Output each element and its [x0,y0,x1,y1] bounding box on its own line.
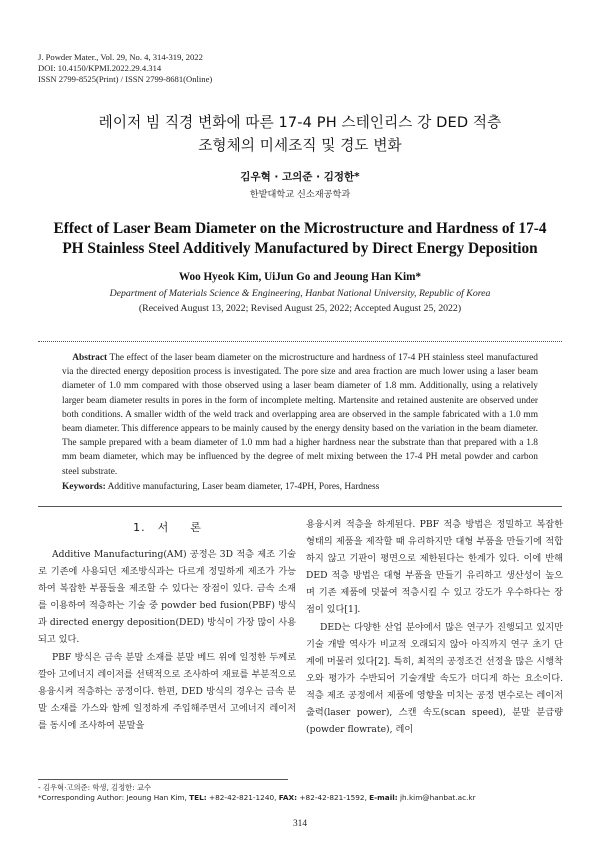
korean-authors: 김우혁 · 고의준 · 김정한* [240,171,360,183]
right-column [306,516,563,738]
keywords-label: Keywords: [62,482,106,492]
dotted-divider [38,341,562,342]
tel-label: TEL: [189,793,207,802]
section-number: 1. [133,521,146,534]
corresponding-author: *Corresponding Author: Jeoung Han Kim, [38,793,187,802]
section-title-part2: 론 [190,521,201,534]
footnote-corresponding [38,793,570,803]
korean-title-line2: 조형체의 미세조직 및 경도 변화 [198,137,402,154]
keywords [62,481,538,494]
english-affiliation: Department of Materials Science & Engineering, Hanbat National University, Republic of Korea [109,288,491,299]
email-address[interactable]: jh.kim@hanbat.ac.kr [399,793,476,802]
section-title-part1: 서 [157,521,169,534]
journal-meta [38,52,212,86]
abstract [62,351,538,479]
footnote-divider [38,779,288,780]
footnote-authors: - 김우혁·고의준: 학생, 김정한: 교수 [38,783,152,792]
journal-issn: ISSN 2799-8525(Print) / ISSN 2799-8681(Online) [38,74,213,85]
abstract-label: Abstract [72,353,108,363]
received-dates: (Received August 13, 2022; Revised August 25, 2022; Accepted August 25, 2022) [138,303,462,314]
korean-title-line1: 레이저 빔 직경 변화에 따른 17-4 PH 스테인리스 강 DED 적층 [98,114,502,131]
section-heading-introduction [38,520,296,536]
tel-number: +82-42-821-1240, [209,793,277,802]
journal-citation: J. Powder Mater., Vol. 29, No. 4, 314-319, 2022 [38,52,203,62]
paragraph: PBF 방식은 금속 분말 소재를 분말 베드 위에 일정한 두께로 깔아 고에너지 레이저를 선택적으로 조사하여 재료를 부분적으로 용융시켜 적층하는 공정이다. 한편, DED 방식의 경우는 금속 분말 소재를 가스와 함께 일정하게 주입해주면서 고에너지 레이저를 동시에 조사하여 분말을 [38,651,296,731]
abstract-text: The effect of the laser beam diameter on the microstructure and hardness of 17-4 PH stainless steel manufactured via the directed energy deposition process is investigated. The pore size and area fraction are much lower using a laser beam diameter of 1.0 mm compared with those observed using a laser beam diameter of 1.8 mm. Additionally, using a relatively larger beam diameter results in pores in the form of incomplete melting. Martensite and retained austenite are observed under both conditions. A smaller width of the weld track and overlapping area are observed in the sample fabricated with a 1.0 mm beam diameter. This difference appears to be mainly caused by the energy density based on the variation in the beam diameter. The sample prepared with a beam diameter of 1.0 mm had a higher hardness near the substrate than that prepared with a 1.8 mm beam diameter, which may be influenced by the degree of melt mixing between the 17-4 PH metal powder and carbon steel substrate. [62,353,538,477]
paragraph: DED는 다양한 산업 분야에서 많은 연구가 진행되고 있지만 기술 개발 역사가 비교적 오래되지 않아 아직까지 연구 초기 단계에 머물러 있다[2]. 특히, 최적의 공정조건 선정을 많은 시행착오와 평가가 수반되어 기술개발 속도가 더디게 하는 요소이다. 적층 제조 공정에서 제품에 영향을 미치는 공정 변수로는 레이저 출력(laser power), 스캔 속도(scan speed), 분말 분급량(powder flowrate), 레이 [306,621,563,736]
fax-number: +82-42-821-1592, [299,793,367,802]
left-column [38,516,296,734]
english-title [40,219,560,259]
paragraph: 용융시켜 적층을 하게된다. PBF 적층 방법은 정밀하고 복잡한 형태의 제품을 제작할 때 유리하지만 대형 부품을 만들기에 적합하지 않고 기판이 평면으로 제한된다는 한계가 있다. 이에 반해 DED 적층 방법은 대형 부품을 만들기 유리하고 생산성이 높으며 기존 제품에 덧붙여 적층시킬 수 있고 강도가 우수하다는 장점이 있다[1]. [306,519,563,616]
english-authors: Woo Hyeok Kim, UiJun Go and Jeoung Han Kim* [178,271,422,283]
keywords-text: Additive manufacturing, Laser beam diameter, 17-4PH, Pores, Hardness [107,482,380,492]
fax-label: FAX: [278,793,298,802]
english-title-line1: Effect of Laser Beam Diameter on the Microstructure and Hardness of 17-4 [53,220,547,237]
korean-affiliation: 한밭대학교 신소재공학과 [249,189,351,200]
email-label: E-mail: [369,793,398,802]
section-divider [38,506,562,507]
korean-title [30,111,570,157]
paragraph: Additive Manufacturing(AM) 공정은 3D 적층 제조 기술로 기존에 사용되던 제조방식과는 다르게 정밀하게 제조가 가능하여 복잡한 부품들을 제조할 수 있다는 장점이 있다. 금속 소재를 이용하여 적층하는 기술 중 powder bed fusion(PBF) 방식과 directed energy deposition(DED) 방식이 가장 많이 사용되고 있다. [38,549,296,646]
page-number: 314 [292,819,308,829]
english-title-line2: PH Stainless Steel Additively Manufactured by Direct Energy Deposition [62,240,538,257]
journal-doi: DOI: 10.4150/KPMI.2022.29.4.314 [38,63,162,74]
